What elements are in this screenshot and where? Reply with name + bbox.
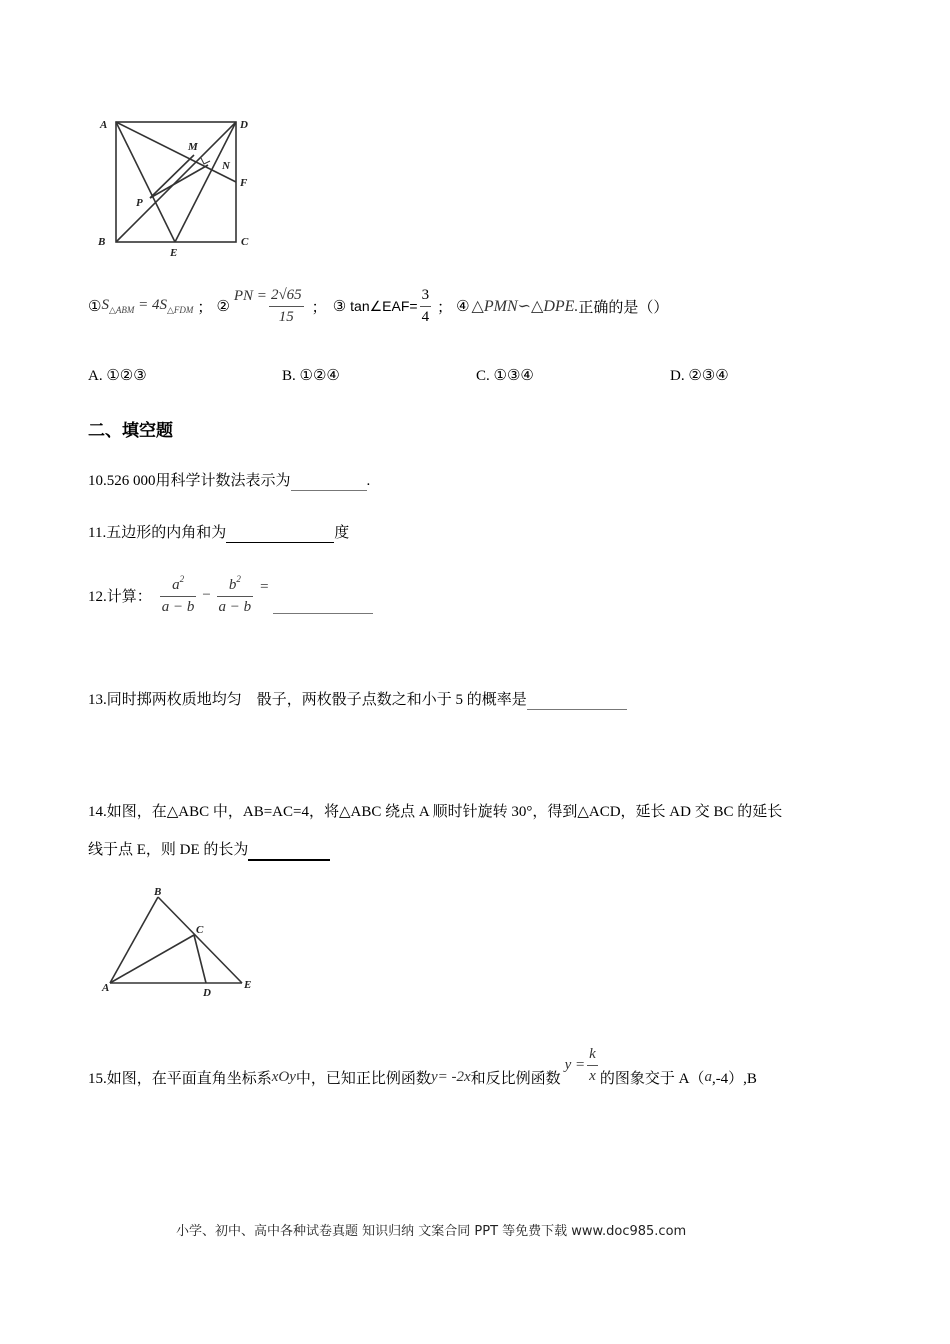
fraction-a2: $\frac{a^2}{a - b}$ xyxy=(161,574,195,615)
function-y-lhs: y = xyxy=(564,1056,586,1073)
figure-triangle-diagram xyxy=(96,885,266,1000)
question-12 xyxy=(88,570,373,620)
fraction-b2: $\frac{b^2}{a - b}$ xyxy=(218,574,252,615)
answer-blank-12[interactable] xyxy=(273,596,373,614)
q9-statements xyxy=(88,282,668,330)
label-a: A xyxy=(102,982,110,994)
equals-sign: = xyxy=(259,578,270,595)
figure-square-diagram xyxy=(90,110,260,260)
question-14-line-1: 14.如图，在△ABC 中，AB=AC=4，将△ABC 绕点 A 顺时针旋转 30°，得到△ACD，延长 AD 交 BC 的延长 xyxy=(88,804,783,820)
option-b[interactable]: B. ①②④ xyxy=(282,368,340,384)
label-b: B xyxy=(154,886,162,898)
question-10 xyxy=(88,469,370,491)
question-10-end: . xyxy=(366,473,371,489)
fraction-k-over-x: $\frac{k}{x}$ xyxy=(589,1045,596,1084)
statement-2-fraction: $\frac{2√65}{15}$ xyxy=(270,286,302,325)
question-13 xyxy=(88,688,627,710)
separator: ； xyxy=(311,299,327,316)
option-c[interactable]: C. ①③④ xyxy=(476,368,534,384)
statement-3-marker: ③ xyxy=(332,298,347,315)
question-12-label: 12.计算： xyxy=(88,588,152,605)
statement-4-marker: ④ xyxy=(456,298,470,315)
question-10-text: 10.526 000用科学计数法表示为 xyxy=(88,473,291,489)
answer-blank-14[interactable] xyxy=(248,842,330,861)
statement-3-fraction: $\frac{3}{4}$ xyxy=(421,286,430,325)
diagonal-bd xyxy=(116,122,236,242)
label-m: M xyxy=(188,141,198,153)
question-14-line-2: 线于点 E，则 DE 的长为 xyxy=(88,838,330,861)
question-11-text: 11.五边形的内角和为 xyxy=(88,525,227,541)
label-f: F xyxy=(240,177,248,189)
answer-blank-11[interactable] xyxy=(226,525,334,543)
segment-de xyxy=(175,122,236,242)
option-a[interactable]: A. ①②③ xyxy=(88,368,147,384)
label-p: P xyxy=(136,197,143,209)
statement-2-lhs: PN = xyxy=(233,287,267,304)
separator: ； xyxy=(197,299,213,316)
segment-be xyxy=(158,897,242,983)
option-d[interactable]: D. ②③④ xyxy=(670,368,729,384)
label-e: E xyxy=(170,247,178,259)
statement-2-marker: ② xyxy=(216,298,230,315)
label-d: D xyxy=(240,119,248,131)
label-n: N xyxy=(222,160,230,172)
label-c: C xyxy=(241,236,249,248)
statement-3-text: tan∠EAF= xyxy=(350,297,418,314)
separator: ； xyxy=(437,299,453,316)
right-angle-mark xyxy=(201,158,210,164)
segment-cd xyxy=(194,935,206,983)
section-heading: 二、填空题 xyxy=(88,421,173,441)
answer-blank-13[interactable] xyxy=(527,692,627,710)
minus-sign: − xyxy=(201,586,212,603)
question-13-text: 13.同时掷两枚质地均匀 骰子，两枚骰子点数之和小于 5 的概率是 xyxy=(88,692,527,708)
label-e: E xyxy=(244,979,252,991)
label-d: D xyxy=(203,987,211,999)
statement-1-marker: ① xyxy=(88,298,102,315)
answer-blank-10[interactable] xyxy=(291,473,367,491)
question-11 xyxy=(88,521,349,543)
label-b: B xyxy=(98,236,106,248)
statement-question-tail: 正确的是（） xyxy=(578,299,669,316)
label-a: A xyxy=(100,119,108,131)
statement-1-math: $S_{\triangle ABM} = 4S_{\triangle FDM}$ xyxy=(101,296,194,315)
question-15: 15.如图，在平面直角坐标系 xOy 中，已知正比例函数 y= -2x 和反比例函数 y = $\frac{k}{x}$ 的图象交于 A（ a ,-4）,B xyxy=(88,1045,757,1087)
page-footer: 小学、初中、高中各种试卷真题 知识归纳 文案合同 PPT 等免费下载 www.doc985.com xyxy=(176,1224,687,1239)
question-11-end: 度 xyxy=(334,525,350,541)
statement-4-math: △PMN∽△DPE. xyxy=(471,298,579,315)
label-c: C xyxy=(196,924,204,936)
